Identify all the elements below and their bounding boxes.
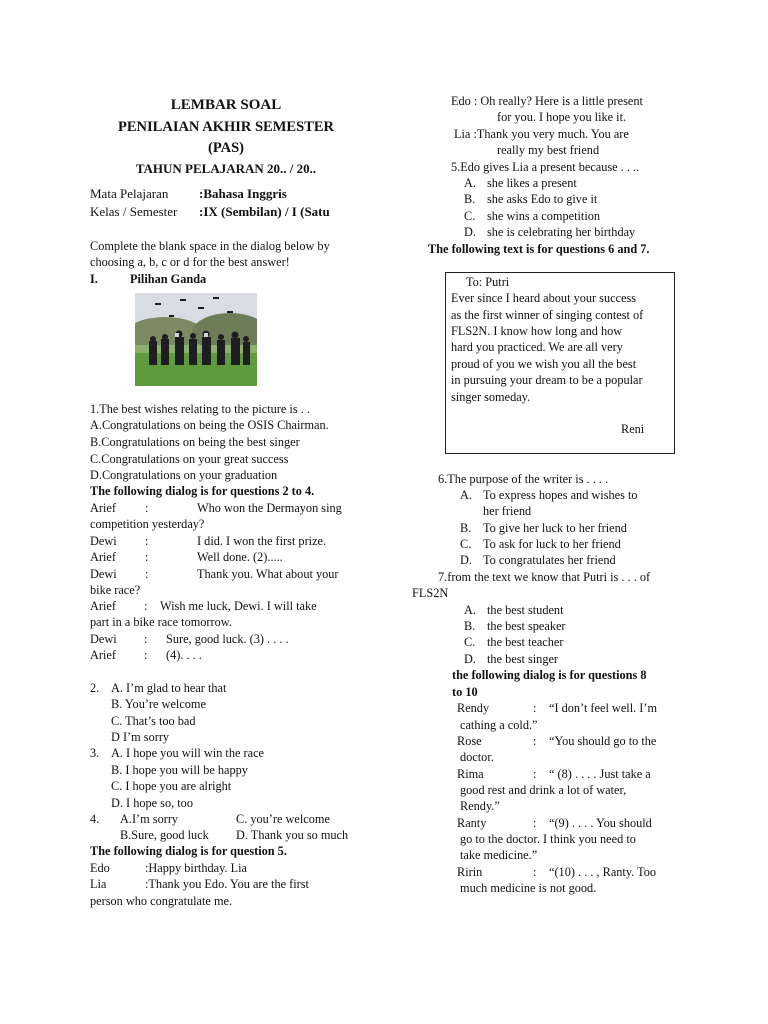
- dialog-speaker: Ranty: [457, 816, 487, 830]
- dialog-colon: :: [533, 734, 537, 748]
- dialog-colon: :: [145, 534, 149, 548]
- q7-option-b: the best speaker: [487, 619, 566, 633]
- dialog-line: Sure, good luck. (3) . . . .: [166, 632, 289, 646]
- q6-option-c: To ask for luck to her friend: [483, 537, 621, 551]
- q6-option-a: To express hopes and wishes to: [483, 488, 638, 502]
- exam-abbrev: (PAS): [208, 140, 244, 156]
- dialog-2-4-heading: The following dialog is for questions 2 to 4.: [90, 484, 315, 498]
- dialog-speaker: Ririn: [457, 865, 483, 879]
- q4-option-a: A.I’m sorry: [120, 812, 179, 826]
- dialog-colon: :: [144, 632, 148, 646]
- letter-line: singer someday.: [451, 390, 531, 404]
- dialog-speaker: Rima: [457, 767, 484, 781]
- q2-option-d: D I’m sorry: [111, 730, 170, 744]
- dialog-line: Well done. (2).....: [197, 550, 283, 564]
- dialog-line-cont: cathing a cold.”: [460, 718, 538, 732]
- academic-year: TAHUN PELAJARAN 20.. / 20..: [135, 161, 317, 176]
- dialog-speaker: Edo: [90, 861, 110, 875]
- letter-line: as the first winner of singing contest of: [451, 308, 644, 322]
- dialog-line-cont: competition yesterday?: [90, 517, 205, 531]
- letter-line: proud of you we wish you all the best: [451, 357, 637, 371]
- dialog-colon: :: [144, 648, 148, 662]
- dialog-line: :Happy birthday. Lia: [145, 861, 247, 875]
- subject-value: :Bahasa Inggris: [199, 186, 287, 201]
- question-2-number: 2.: [90, 681, 100, 695]
- dialog-line-cont: person who congratulate me.: [90, 894, 233, 908]
- q1-option-c: C.Congratulations on your great success: [90, 452, 289, 466]
- dialog-line: “(10) . . . , Ranty. Too: [549, 865, 657, 879]
- dialog-line-cont: bike race?: [90, 583, 141, 597]
- q5-option-c: she wins a competition: [487, 209, 601, 223]
- dialog-line: “ (8) . . . . Just take a: [549, 767, 651, 781]
- q5-option-b: she asks Edo to give it: [487, 192, 598, 206]
- dialog-line: Edo : Oh really? Here is a little present: [451, 94, 643, 108]
- q3-option-b: B. I hope you will be happy: [111, 763, 248, 777]
- q5-option-a: she likes a present: [487, 176, 577, 190]
- dialog-line-cont: go to the doctor. I think you need to: [460, 832, 636, 846]
- sheet-title: LEMBAR SOAL: [170, 97, 282, 113]
- q1-option-a: A.Congratulations on being the OSIS Chairman.: [90, 418, 329, 432]
- exam-title: PENILAIAN AKHIR SEMESTER: [118, 119, 334, 135]
- option-letter: A.: [464, 603, 476, 617]
- dialog-line-cont: good rest and drink a lot of water,: [460, 783, 627, 797]
- dialog-line: Wish me luck, Dewi. I will take: [160, 599, 317, 613]
- dialog-colon: :: [533, 865, 537, 879]
- dialog-colon: :: [533, 701, 537, 715]
- q6-option-a-cont: her friend: [483, 504, 532, 518]
- dialog-colon: :: [145, 567, 149, 581]
- letter-recipient: To: Putri: [466, 275, 510, 289]
- q3-option-a: A. I hope you will win the race: [111, 746, 264, 760]
- dialog-line: “(9) . . . . You should: [549, 816, 652, 830]
- dialog-speaker: Arief: [90, 550, 116, 564]
- q1-option-d: D.Congratulations on your graduation: [90, 468, 278, 482]
- q3-option-d: D. I hope so, too: [111, 796, 193, 810]
- letter-line: in pursuing your dream to be a popular: [451, 373, 643, 387]
- section-number: I.: [90, 272, 98, 286]
- class-label: Kelas / Semester: [90, 204, 178, 219]
- option-letter: A.: [464, 176, 476, 190]
- q5-option-d: she is celebrating her birthday: [487, 225, 636, 239]
- letter-line: FLS2N. I know how long and how: [451, 324, 623, 338]
- dialog-speaker: Arief: [90, 599, 116, 613]
- dialog-speaker: Lia: [90, 877, 107, 891]
- subject-label: Mata Pelajaran: [90, 186, 169, 201]
- option-letter: D.: [464, 652, 476, 666]
- q6-option-d: To congratulates her friend: [483, 553, 616, 567]
- dialog-line-cont: really my best friend: [497, 143, 600, 157]
- dialog-line-cont: doctor.: [460, 750, 494, 764]
- question-7-cont: FLS2N: [412, 586, 449, 600]
- dialog-line-cont: take medicine.”: [460, 848, 538, 862]
- dialog-line: I did. I won the first prize.: [197, 534, 327, 548]
- dialog-line: Who won the Dermayon sing: [197, 501, 342, 515]
- dialog-line: :Thank you Edo. You are the first: [145, 877, 309, 891]
- dialog-speaker: Rendy: [457, 701, 490, 715]
- dialog-8-10-heading-cont: to 10: [452, 685, 478, 699]
- dialog-line: Lia :Thank you very much. You are: [454, 127, 629, 141]
- q2-option-c: C. That’s too bad: [111, 714, 196, 728]
- section-title: Pilihan Ganda: [130, 272, 207, 286]
- dialog-colon: :: [145, 550, 149, 564]
- q1-option-b: B.Congratulations on being the best singer: [90, 435, 300, 449]
- option-letter: B.: [460, 521, 472, 535]
- q2-option-b: B. You’re welcome: [111, 697, 206, 711]
- letter-line: Ever since I heard about your success: [451, 291, 637, 305]
- dialog-colon: :: [533, 816, 537, 830]
- q3-option-c: C. I hope you are alright: [111, 779, 232, 793]
- question-1: 1.The best wishes relating to the picture is . .: [90, 402, 310, 416]
- q2-option-a: A. I’m glad to hear that: [111, 681, 227, 695]
- instruction-line-1: Complete the blank space in the dialog below by: [90, 239, 330, 253]
- letter-signature: Reni: [621, 422, 645, 436]
- q7-option-c: the best teacher: [487, 635, 564, 649]
- dialog-colon: :: [144, 599, 148, 613]
- dialog-line-cont: Rendy.”: [460, 799, 500, 813]
- text-6-7-heading: The following text is for questions 6 and 7.: [428, 242, 650, 256]
- dialog-colon: :: [533, 767, 537, 781]
- option-letter: D.: [460, 553, 472, 567]
- q7-option-a: the best student: [487, 603, 564, 617]
- instruction-line-2: choosing a, b, c or d for the best answer!: [90, 255, 290, 269]
- dialog-8-10-heading: the following dialog is for questions 8: [452, 668, 647, 682]
- question-6: 6.The purpose of the writer is . . . .: [438, 472, 609, 486]
- option-letter: C.: [460, 537, 472, 551]
- q4-option-d: D. Thank you so much: [236, 828, 349, 842]
- question-5: 5.Edo gives Lia a present because . . ..: [451, 160, 640, 174]
- option-letter: D.: [464, 225, 476, 239]
- option-letter: B.: [464, 619, 476, 633]
- dialog-colon: :: [145, 501, 149, 515]
- dialog-line: “I don’t feel well. I’m: [549, 701, 658, 715]
- dialog-speaker: Dewi: [90, 567, 117, 581]
- dialog-speaker: Arief: [90, 648, 116, 662]
- dialog-line-cont: for you. I hope you like it.: [497, 110, 627, 124]
- letter-line: hard you practiced. We are all very: [451, 340, 623, 354]
- question-7: 7.from the text we know that Putri is . . . of: [438, 570, 651, 584]
- option-letter: C.: [464, 635, 476, 649]
- question-3-number: 3.: [90, 746, 100, 760]
- dialog-speaker: Dewi: [90, 534, 117, 548]
- q4-option-b: B.Sure, good luck: [120, 828, 209, 842]
- option-letter: B.: [464, 192, 476, 206]
- dialog-line-cont: part in a bike race tomorrow.: [90, 615, 232, 629]
- dialog-line-cont: much medicine is not good.: [460, 881, 597, 895]
- class-value: :IX (Sembilan) / I (Satu: [199, 204, 330, 219]
- dialog-line: (4). . . .: [166, 648, 202, 662]
- graduation-photo: [135, 293, 257, 386]
- option-letter: A.: [460, 488, 472, 502]
- question-4-number: 4.: [90, 812, 100, 826]
- dialog-line: Thank you. What about your: [197, 567, 339, 581]
- dialog-speaker: Dewi: [90, 632, 117, 646]
- option-letter: C.: [464, 209, 476, 223]
- dialog-speaker: Rose: [457, 734, 482, 748]
- dialog-5-heading: The following dialog is for question 5.: [90, 844, 287, 858]
- dialog-line: “You should go to the: [549, 734, 657, 748]
- q6-option-b: To give her luck to her friend: [483, 521, 627, 535]
- q4-option-c: C. you’re welcome: [236, 812, 330, 826]
- dialog-speaker: Arief: [90, 501, 116, 515]
- q7-option-d: the best singer: [487, 652, 559, 666]
